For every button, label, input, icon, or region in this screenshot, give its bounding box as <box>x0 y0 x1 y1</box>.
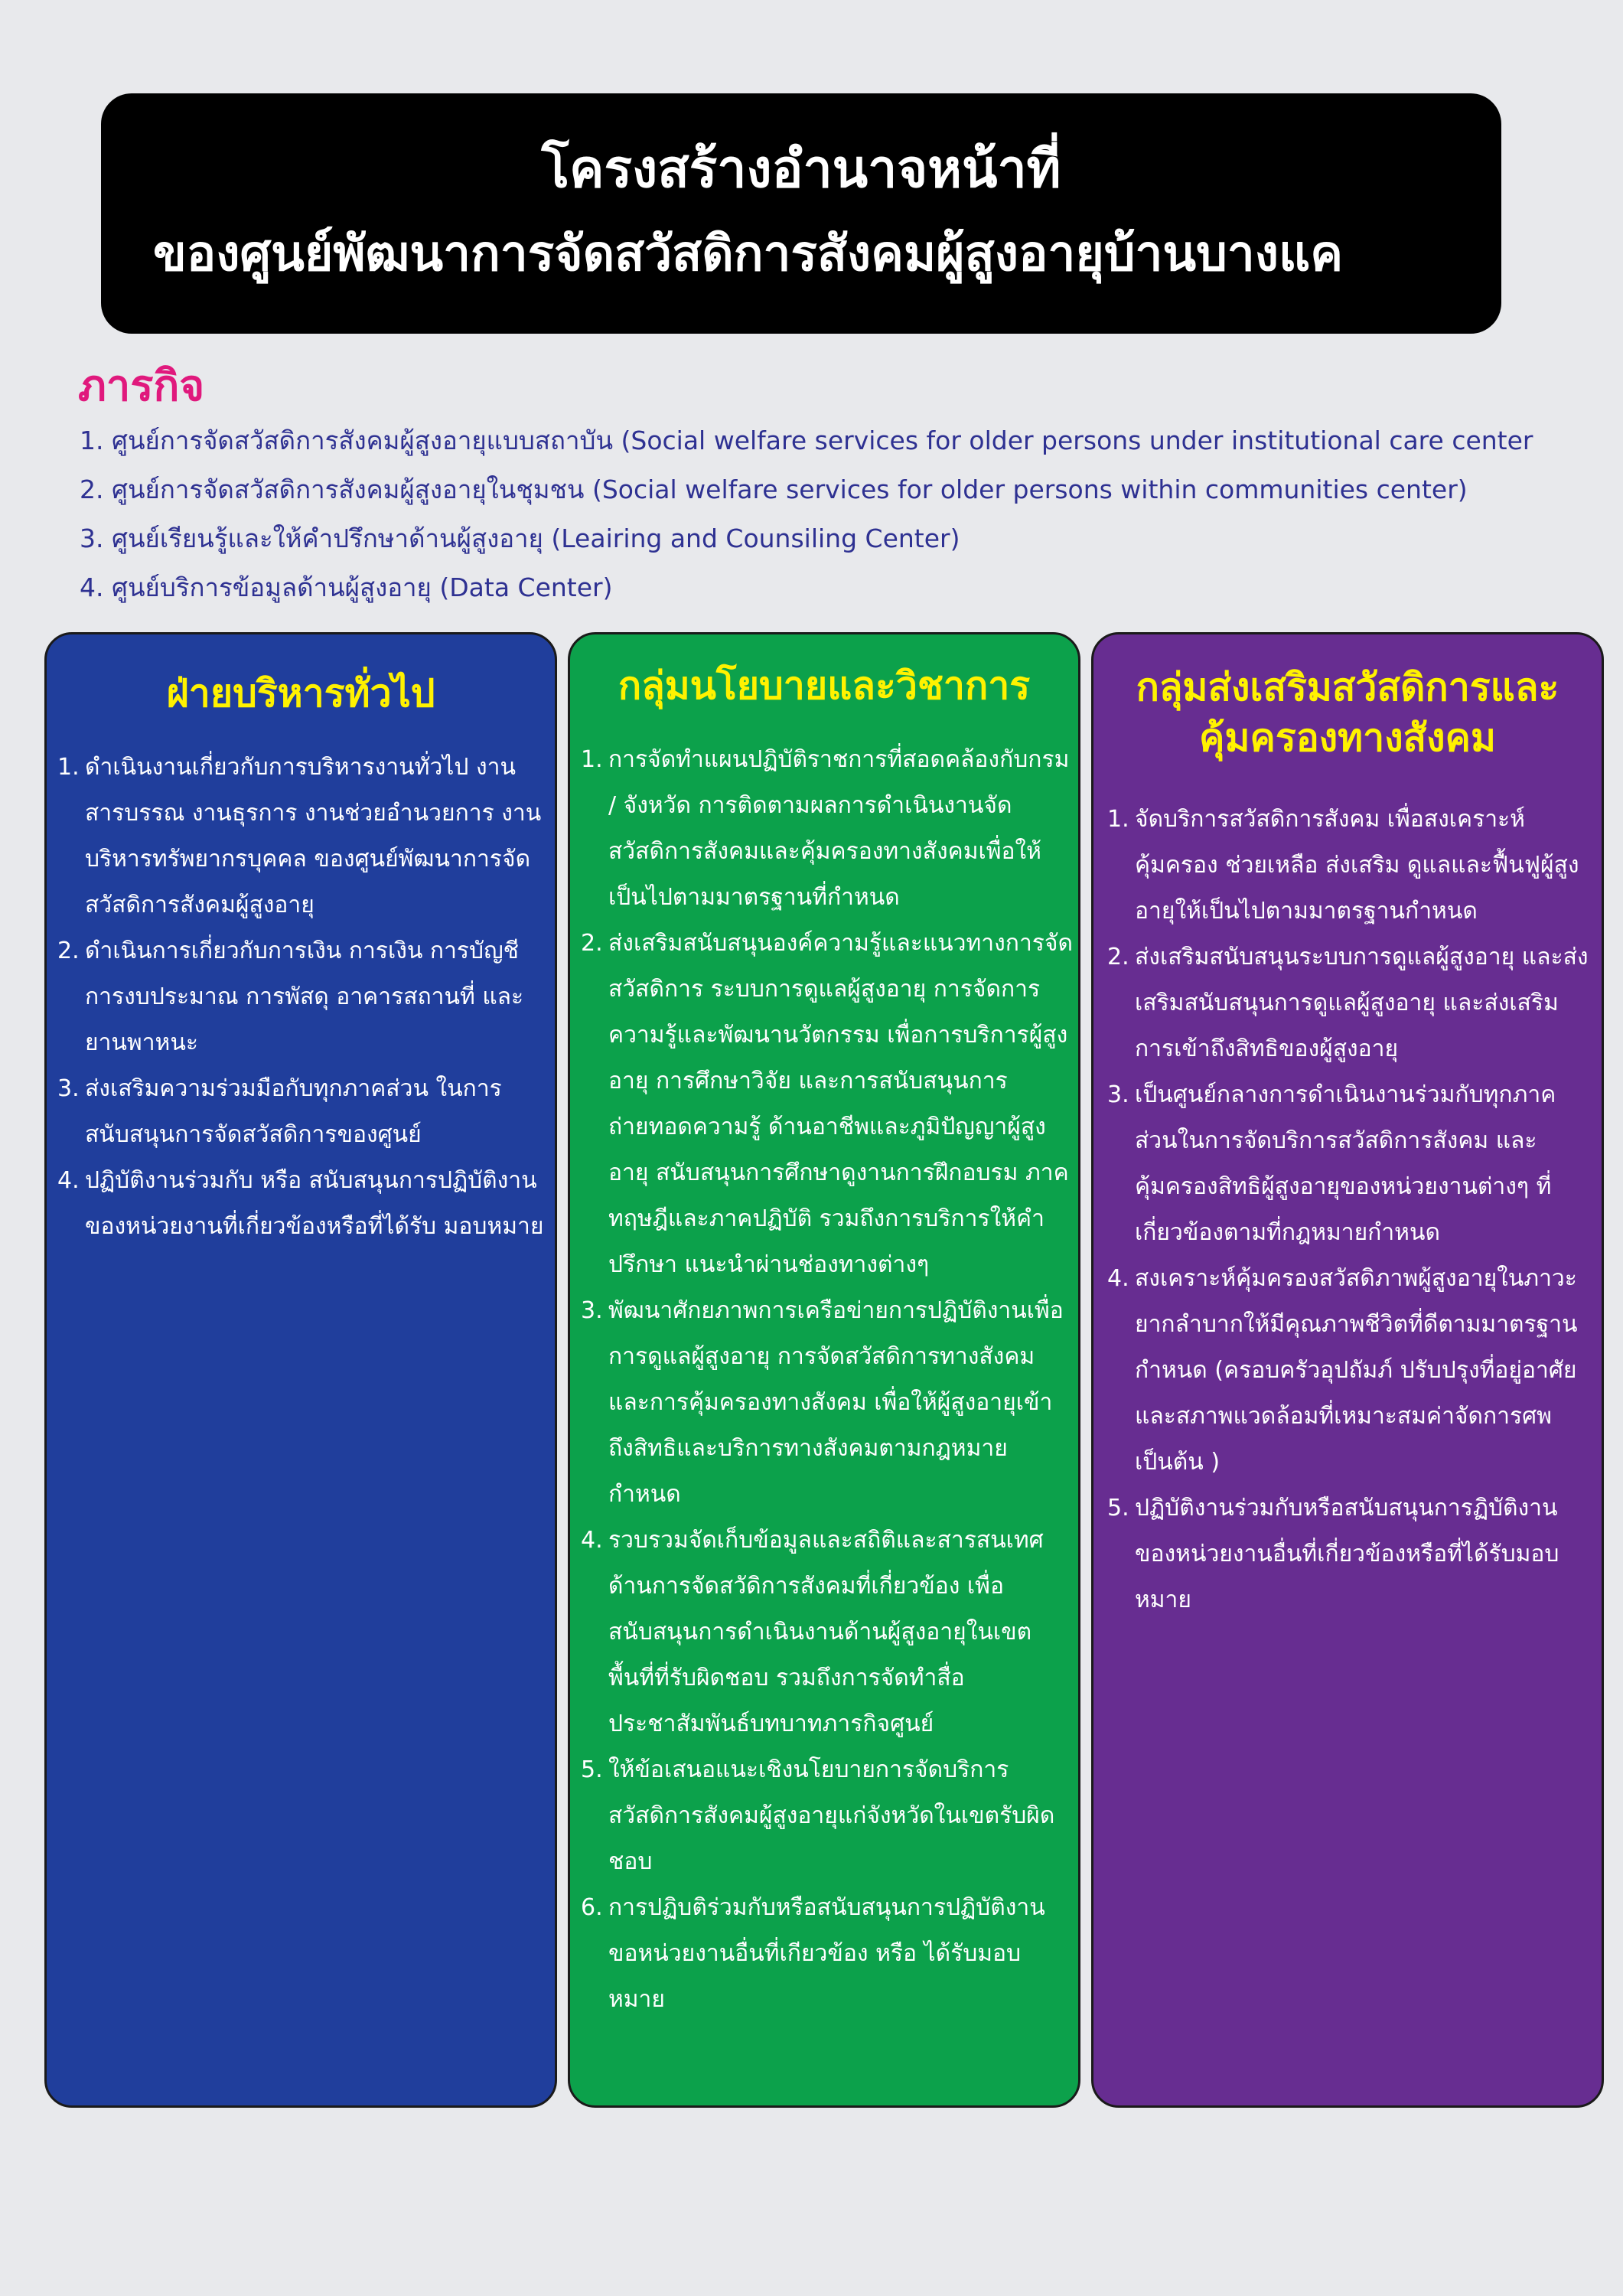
duty-text: เป็นศูนย์กลางการดำเนินงานร่วมกับทุกภาคส่วนในการจัดบริการสวัสดิการสังคม และคุ้มครองสิทธิผู้สูงอายุของหน่วยงานต่างๆ ที่เกี่ยวข้องตามที่กฎหมายกำหนด <box>1135 1081 1556 1246</box>
duty-text: ปฏิบัติงานร่วมกับ หรือ สนับสนุนการปฏิบัติงานของหน่วยงานที่เกี่ยวข้องหรือที่ได้รับ มอบหมาย <box>85 1167 544 1240</box>
duty-text: ส่งเสริมความร่วมมือกับทุกภาคส่วน ในการสนับสนุนการจัดสวัสดิการของศูนย์ <box>85 1075 502 1148</box>
duty-item <box>57 745 549 928</box>
mission-item-number: 1. <box>80 426 104 455</box>
duty-number: 3. <box>57 1075 80 1102</box>
duty-item <box>57 928 549 1066</box>
duty-item <box>1107 934 1597 1072</box>
column-title-line2: คุ้มครองทางสังคม <box>1199 716 1496 760</box>
duty-item <box>581 1885 1074 2023</box>
duty-item <box>581 1288 1074 1518</box>
mission-item-number: 3. <box>80 523 104 553</box>
duty-item <box>57 1066 549 1158</box>
column-policy-academic <box>568 632 1080 2108</box>
duty-item <box>1107 1486 1597 1623</box>
column-title-line1: กลุ่มส่งเสริมสวัสดิการและ <box>1136 665 1559 709</box>
duty-item <box>1107 1256 1597 1486</box>
duty-number: 2. <box>57 938 80 964</box>
duty-number: 1. <box>1107 806 1129 833</box>
mission-item-text: ศูนย์การจัดสวัสดิการสังคมผู้สูงอายุแบบสถาบัน (Social welfare services for older persons under institutional care center <box>112 426 1533 455</box>
duty-number: 3. <box>581 1297 603 1324</box>
duty-item <box>1107 1072 1597 1256</box>
mission-item <box>80 416 1610 465</box>
mission-item <box>80 465 1610 514</box>
duty-text: การจัดทำแผนปฏิบัติราชการที่สอดคล้องกับกรม / จังหวัด การติดตามผลการดำเนินงานจัดสวัสดิการสังคมและคุ้มครองทางสังคมเพื่อให้เป็นไปตามมาตรฐานที่กำหนด <box>608 746 1070 911</box>
duty-text: รวบรวมจัดเก็บข้อมูลและสถิติและสารสนเทศด้านการจัดสวัดิการสังคมที่เกี่ยวข้อง เพื่อสนับสนุนการดำเนินงานด้านผู้สูงอายุในเขตพื้นที่ที่รับผิดชอบ รวมถึงการจัดทำสื่อประชาสัมพันธ์บทบาทภารกิจศูนย์ <box>608 1527 1044 1737</box>
duty-item <box>1107 797 1597 934</box>
duty-number: 1. <box>57 754 80 781</box>
duty-number: 2. <box>581 930 603 957</box>
mission-item-number: 2. <box>80 475 104 504</box>
duty-number: 2. <box>1107 944 1129 970</box>
duty-list <box>47 745 555 1250</box>
duty-number: 4. <box>581 1527 603 1554</box>
duty-list <box>1093 797 1602 1623</box>
duty-text: พัฒนาศักยภาพการเครือข่ายการปฏิบัติงานเพื่อการดูแลผู้สูงอายุ การจัดสวัสดิการทางสังคมและการคุ้มครองทางสังคม เพื่อให้ผู้สูงอายุเข้าถึงสิทธิและบริการทางสังคมตามกฎหมายกำหนด <box>608 1297 1064 1508</box>
page-subtitle: ของศูนย์พัฒนาการจัดสวัสดิการสังคมผู้สูงอายุบ้านบางแค <box>153 226 1343 282</box>
duty-text: การปฏิบติร่วมกับหรือสนับสนุนการปฏิบัติงานขอหน่วยงานอื่นที่เกียวข้อง หรือ ได้รับมอบหมาย <box>608 1894 1045 2013</box>
header-banner <box>101 93 1501 334</box>
column-title: กลุ่มนโยบายและวิชาการ <box>618 664 1031 708</box>
duty-number: 1. <box>581 746 603 773</box>
duty-text: ส่งเสริมสนับสนุนองค์ความรู้และแนวทางการจัดสวัสดิการ ระบบการดูแลผู้สูงอายุ การจัดการความรู้และพัฒนานวัตกรรม เพื่อการบริการผู้สูงอายุ การศึกษาวิจัย และการสนับสนุนการถ่ายทอดความรู้ ด้านอาชีพและภูมิปัญญาผู้สูงอายุ สนับสนุนการศึกษาดูงานการฝึกอบรม ภาคทฤษฎีและภาคปฏิบัติ รวมถึงการบริการให้คำปรึกษา แนะนำผ่านช่องทางต่างๆ <box>608 930 1073 1278</box>
duty-item <box>57 1158 549 1250</box>
mission-item <box>80 563 1610 612</box>
duty-item <box>581 737 1074 921</box>
duty-number: 5. <box>581 1756 603 1783</box>
duty-text: ให้ข้อเสนอแนะเชิงนโยบายการจัดบริการสวัสดิการสังคมผู้สูงอายุแก่จังหวัดในเขตรับผิดชอบ <box>608 1756 1055 1875</box>
duty-text: ดำเนินงานเกี่ยวกับการบริหารงานทั่วไป งานสารบรรณ งานธุรการ งานช่วยอำนวยการ งานบริหารทรัพยากรบุคคล ของศูนย์พัฒนาการจัดสวัสดิการสังคมผู้สูงอายุ <box>85 754 542 918</box>
duty-item <box>581 1747 1074 1885</box>
mission-item-text: ศูนย์เรียนรู้และให้คำปรึกษาด้านผู้สูงอายุ (Leairing and Counsiling Center) <box>112 523 960 553</box>
duty-item <box>581 1518 1074 1747</box>
duty-item <box>581 921 1074 1288</box>
duty-text: สงเคราะห์คุ้มครองสวัสดิภาพผู้สูงอายุในภาวะยากลำบากให้มีคุณภาพชีวิตที่ดีตามมาตรฐานกำหนด (ครอบครัวอุปถัมภ์ ปรับปรุงที่อยู่อาศัย และสภาพแวดล้อมที่เหมาะสมค่าจัดการศพ เป็นต้น ) <box>1135 1265 1578 1476</box>
duty-text: ดำเนินการเกี่ยวกับการเงิน การเงิน การบัญชี การงบประมาณ การพัสดุ อาคารสถานที่ และยานพาหนะ <box>85 938 524 1056</box>
mission-item-text: ศูนย์บริการข้อมูลด้านผู้สูงอายุ (Data Center) <box>112 572 613 602</box>
column-welfare-protection <box>1091 632 1604 2108</box>
mission-list <box>80 416 1610 612</box>
duty-number: 5. <box>1107 1495 1129 1521</box>
duty-text: ส่งเสริมสนับสนุนระบบการดูแลผู้สูงอายุ และส่งเสริมสนับสนุนการดูแลผู้สูงอายุ และส่งเสริมการเข้าถึงสิทธิของผู้สูงอายุ <box>1135 944 1589 1062</box>
duty-list <box>570 737 1078 2023</box>
column-title: ฝ่ายบริหารทั่วไป <box>166 671 435 716</box>
duty-text: จัดบริการสวัสดิการสังคม เพื่อสงเคราะห์ คุ้มครอง ช่วยเหลือ ส่งเสริม ดูแลและฟื้นฟูผู้สูงอายุให้เป็นไปตามมาตรฐานกำหนด <box>1135 806 1579 925</box>
column-title <box>1093 662 1602 763</box>
mission-item-number: 4. <box>80 572 104 602</box>
column-general-administration <box>44 632 557 2108</box>
duty-number: 4. <box>57 1167 80 1194</box>
page-title: โครงสร้างอำนาจหน้าที่ <box>541 139 1061 200</box>
mission-heading: ภารกิจ <box>78 361 205 411</box>
duty-text: ปฏิบัติงานร่วมกับหรือสนับสนุนการฏิบัติงานของหน่วยงานอื่นที่เกี่ยวข้องหรือที่ได้รับมอบหมาย <box>1135 1495 1559 1613</box>
duty-number: 6. <box>581 1894 603 1921</box>
mission-item <box>80 514 1610 563</box>
duty-number: 3. <box>1107 1081 1129 1108</box>
duty-number: 4. <box>1107 1265 1129 1292</box>
mission-item-text: ศูนย์การจัดสวัสดิการสังคมผู้สูงอายุในชุมชน (Social welfare services for older persons within communities center) <box>112 475 1468 504</box>
